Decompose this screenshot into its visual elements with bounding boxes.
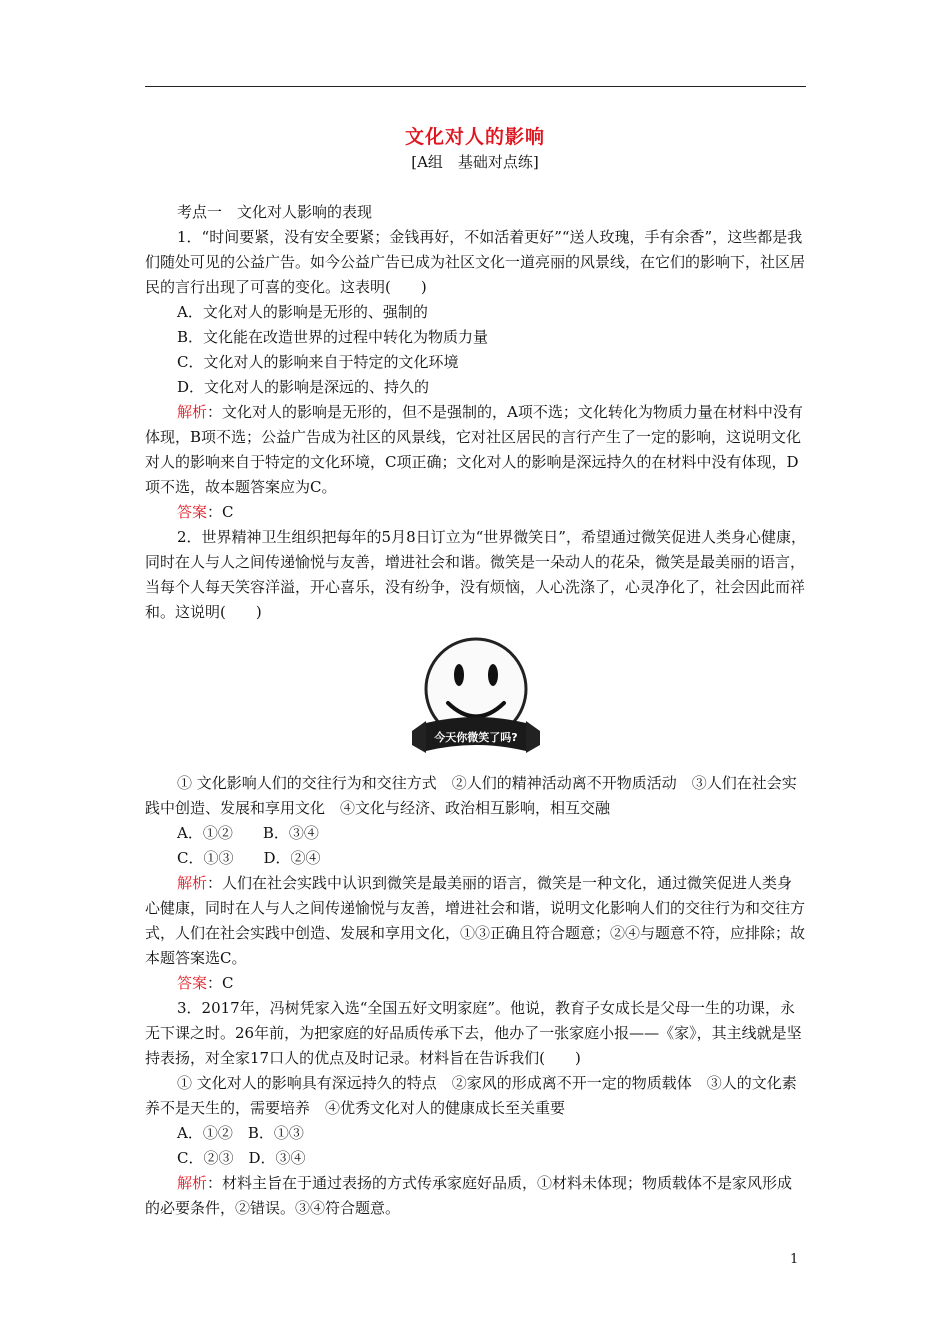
page-title: 文化对人的影响: [404, 126, 545, 148]
smiley-face-icon: [406, 635, 546, 761]
q3-options-row-2: C．②③ D．③④: [177, 1149, 306, 1167]
q3-statements: ① 文化对人的影响具有深远持久的特点 ②家风的形成离不开一定的物质载体 ③人的文化素养不是天生的，需要培养 ④优秀文化对人的健康成长至关重要: [145, 1074, 797, 1117]
q1-option-b: B．文化能在改造世界的过程中转化为物质力量: [177, 328, 489, 346]
page-subtitle: [A组 基础对点练]: [411, 153, 539, 171]
q3-analysis: [145, 1171, 807, 1221]
q3-analysis-text: ：材料主旨在于通过表扬的方式传承家庭好品质，①材料未体现；物质载体不是家风形成的必要条件，②错误。③④符合题意。: [145, 1174, 793, 1217]
q2-options-row-2: C．①③ D．②④: [177, 849, 321, 867]
q1-analysis-text: ：文化对人的影响是无形的，但不是强制的，A项不选；文化转化为物质力量在材料中没有体现，B项不选；公益广告成为社区的风景线，它对社区居民的言行产生了一定的影响，这说明文化对人的影响来自于特定的文化环境，C项正确；文化对人的影响是深远持久的在材料中没有体现，D项不选，故本题答案应为C。: [145, 403, 803, 496]
q2-statements: ① 文化影响人们的交往行为和交往方式 ②人们的精神活动离不开物质活动 ③人们在社会实践中创造、发展和享用文化 ④文化与经济、政治相互影响，相互交融: [145, 774, 797, 817]
section-heading: 考点一 文化对人影响的表现: [177, 203, 373, 221]
q1-option-d: D．文化对人的影响是深远的、持久的: [177, 378, 430, 396]
smiley-caption: 今天你微笑了吗?: [434, 731, 518, 744]
q1-analysis-label: 解析: [177, 403, 208, 421]
q1-answer: [145, 500, 807, 525]
q2-answer-label: 答案: [177, 974, 208, 992]
q2-answer-text: ：C: [207, 974, 234, 992]
smiley-figure: [145, 633, 807, 763]
q3-stem: 3．2017年，冯树凭家入选“全国五好文明家庭”。他说，教育子女成长是父母一生的功课，永无下课之时。26年前，为把家庭的好品质传承下去，他办了一张家庭小报——《家》，其主线就是坚持表扬，对全家17口人的优点及时记录。材料旨在告诉我们( ): [145, 999, 802, 1067]
q1-analysis: [145, 400, 807, 500]
q2-analysis-text: ：人们在社会实践中认识到微笑是最美丽的语言，微笑是一种文化，通过微笑促进人类身心健康，同时在人与人之间传递愉悦与友善，增进社会和谐，说明文化影响人们的交往行为和交往方式，人们在社会实践中创造、发展和享用文化，①③正确且符合题意；②④与题意不符，应排除；故本题答案选C。: [145, 874, 806, 967]
q1-answer-text: ：C: [207, 503, 234, 521]
q2-analysis-label: 解析: [177, 874, 208, 892]
q1-answer-label: 答案: [177, 503, 208, 521]
page-number: 1: [790, 1252, 799, 1267]
document-body: [145, 200, 807, 1221]
q3-options-row-1: A．①② B．①③: [177, 1124, 304, 1142]
q1-option-c: C．文化对人的影响来自于特定的文化环境: [177, 353, 459, 371]
q2-options-row-1: A．①② B．③④: [177, 824, 319, 842]
q2-stem: 2．世界精神卫生组织把每年的5月8日订立为“世界微笑日”，希望通过微笑促进人类身心健康，同时在人与人之间传递愉悦与友善，增进社会和谐。微笑是一朵动人的花朵，微笑是最美丽的语言，当每个人每天笑容洋溢，开心喜乐，没有纷争，没有烦恼，人心洗涤了，心灵净化了，社会因此而祥和。这说明( ): [145, 528, 806, 621]
q3-analysis-label: 解析: [177, 1174, 208, 1192]
header-rule: [145, 86, 806, 87]
q1-stem: 1．“时间要紧，没有安全要紧；金钱再好，不如活着更好”“送人玫瑰，手有余香”，这些都是我们随处可见的公益广告。如今公益广告已成为社区文化一道亮丽的风景线，在它们的影响下，社区居民的言行出现了可喜的变化。这表明( ): [145, 228, 806, 296]
q2-analysis: [145, 871, 807, 971]
q2-answer: [145, 971, 807, 996]
q1-option-a: A．文化对人的影响是无形的、强制的: [177, 303, 428, 321]
